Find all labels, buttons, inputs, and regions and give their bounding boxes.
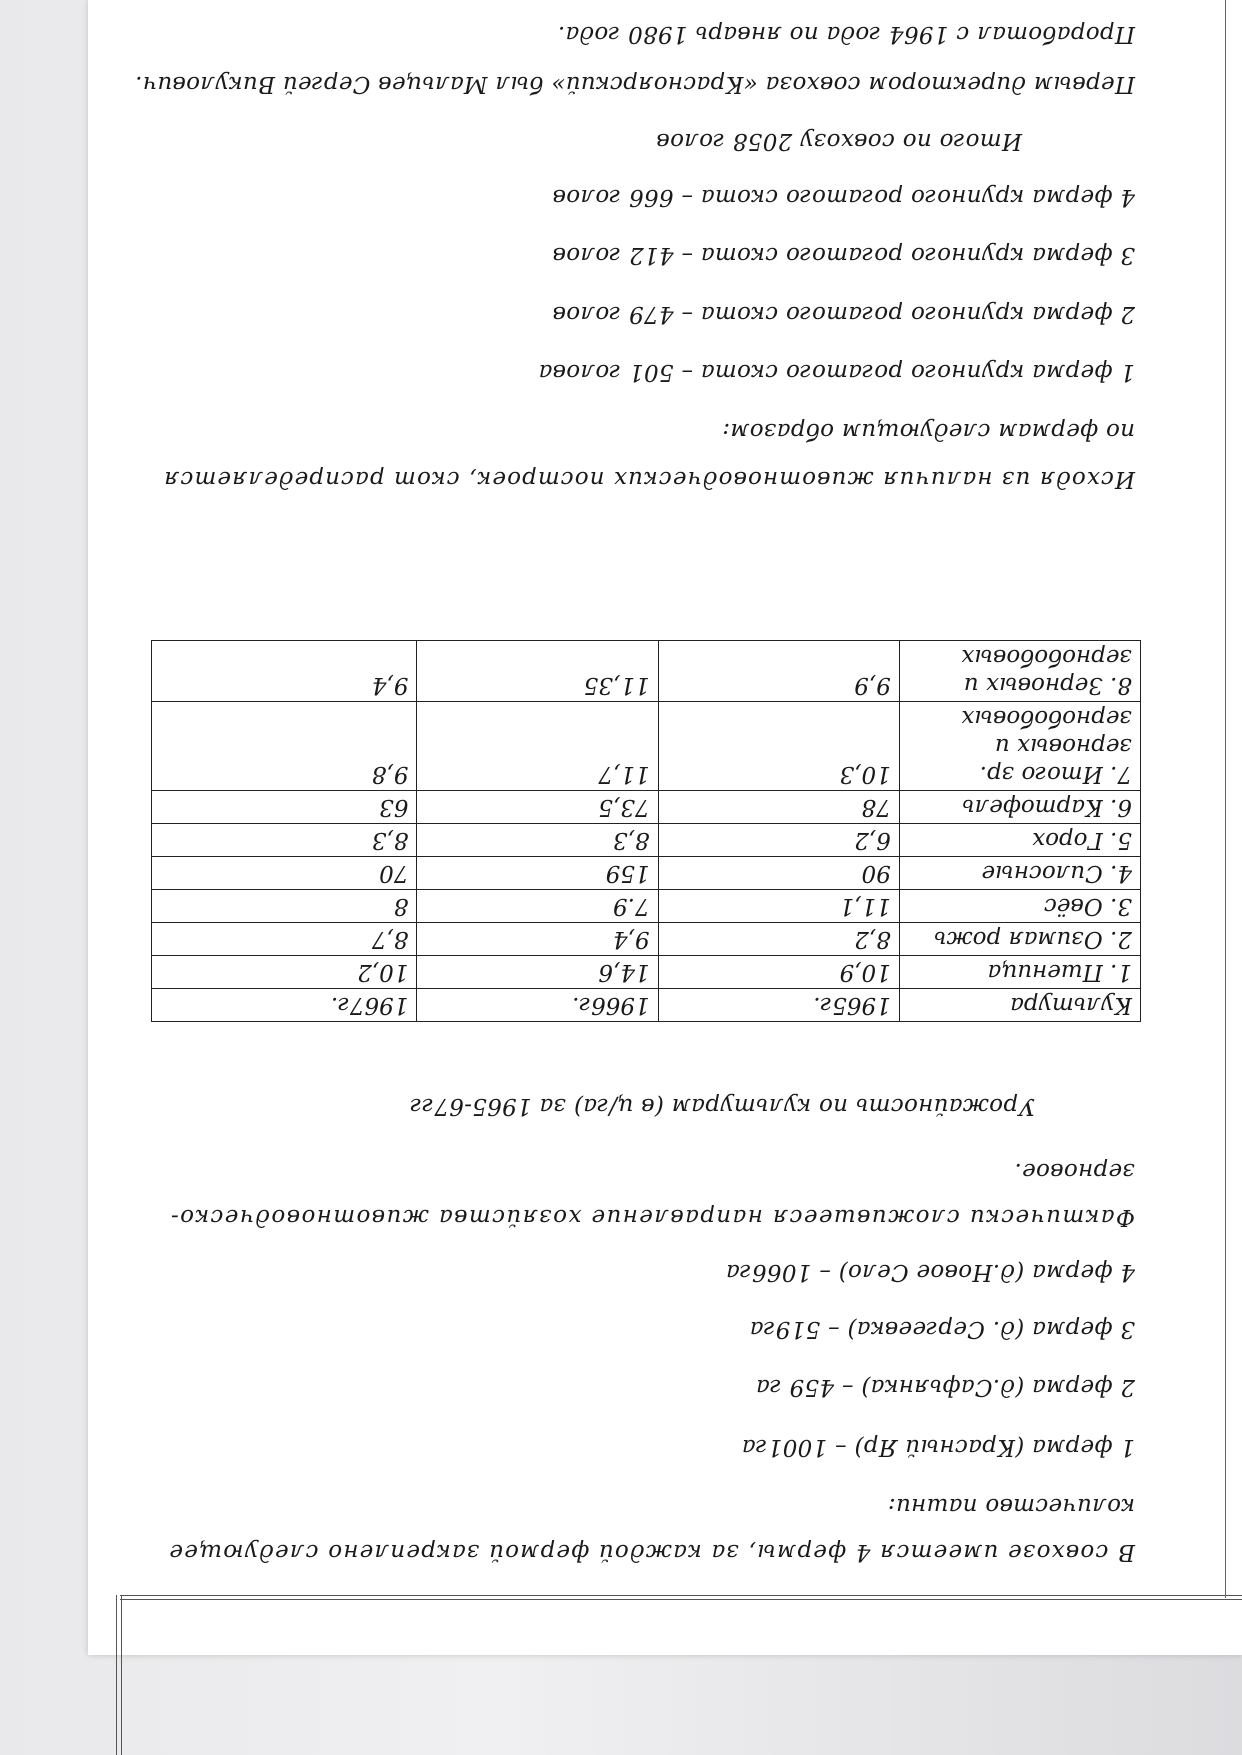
table-row [152,702,1141,791]
table-cell: 63 [152,791,417,824]
table-row [152,923,1141,956]
page-frame-side [1225,0,1226,1598]
table-cell: 10,2 [152,956,417,989]
table-cell: 11,35 [417,641,658,702]
livestock-intro-line-1: Исходя из наличия животноводческих построек, скот распределяется [163,466,1135,492]
table-cell: 8,2 [658,923,899,956]
table-cell: 7.9 [417,890,658,923]
table-cell: 10,9 [658,956,899,989]
direction-line-1: Фактически сложившееся направление хозяйства животноводческо- [169,1204,1135,1230]
table-row [152,857,1141,890]
farm-land-item: 1 ферма (Красный Яр) – 1001га [741,1434,1135,1460]
table-header-cell: 1967г. [152,989,417,1022]
table-cell: 8,3 [152,824,417,857]
farm-land-item: 4 ферма (д.Новое Село) – 1066га [725,1259,1135,1285]
table-header-cell: 1965г. [658,989,899,1022]
intro-line-2: количество пашни: [887,1493,1135,1519]
table-cell: 6,2 [658,824,899,857]
table-cell: 9,8 [152,702,417,791]
livestock-item: 3 ферма крупного рогатого скота – 412 голов [552,242,1135,268]
table-header-cell: 1966г. [417,989,658,1022]
direction-line-2: зерновое. [1014,1158,1135,1184]
table-cell: 1. Пшеница [899,956,1140,989]
farm-land-item: 3 ферма (д. Сергеевка) – 519га [749,1316,1135,1342]
livestock-item: 2 ферма крупного рогатого скота – 479 голов [552,301,1135,327]
table-cell: 10,3 [658,702,899,791]
table-cell: 70 [152,857,417,890]
table-cell: 5. Горох [899,824,1140,857]
table-row [152,791,1141,824]
table-cell: 11,7 [417,702,658,791]
director-line-1: Первым директором совхоза «Красноярский» был Мальцев Сергей Викулович. [134,71,1135,97]
table-cell: 11,1 [658,890,899,923]
table-cell: 2. Озимая рожь [899,923,1140,956]
table-cell: 8,7 [152,923,417,956]
table-cell: 8,3 [417,824,658,857]
table-cell: 78 [658,791,899,824]
page-frame-corner [116,1595,122,1755]
table-cell: 8. Зерновых и зернобобовых [899,641,1140,702]
table-cell: 9,4 [152,641,417,702]
table-cell: 6. Картофель [899,791,1140,824]
yield-table [151,640,1141,1022]
table-cell: 8 [152,890,417,923]
table-header-row [152,989,1141,1022]
table-cell: 9,4 [417,923,658,956]
table-row [152,956,1141,989]
farm-land-item: 2 ферма (д.Сафьянка) – 459 га [755,1374,1135,1400]
intro-line-1: В совхозе имеется 4 фермы, за каждой фермой закреплено следующее [168,1539,1135,1565]
table-cell: 9,9 [658,641,899,702]
livestock-item: 1 ферма крупного рогатого скота – 501 голова [538,359,1135,385]
livestock-item: 4 ферма крупного рогатого скота – 666 голов [552,184,1135,210]
livestock-total: Итого по совхозу 2058 голов [656,128,1022,154]
table-cell: 73,5 [417,791,658,824]
table-row [152,890,1141,923]
table-cell: 4. Силосные [899,857,1140,890]
table-header-cell: Культура [899,989,1140,1022]
table-cell: 7. Итого зр. зерновых и зернобобовых [899,702,1140,791]
table-row [152,824,1141,857]
director-line-2: Проработал с 1964 года по январь 1980 года. [557,21,1135,47]
page-frame-border [120,1595,1242,1600]
livestock-intro-line-2: по фермам следующим образом: [722,418,1135,444]
table-cell: 14,6 [417,956,658,989]
table-cell: 3. Овёс [899,890,1140,923]
table-title: Урожайность по культурам (в ц/га) за 1965-67гг [410,1093,1035,1119]
table-cell: 90 [658,857,899,890]
table-cell: 159 [417,857,658,890]
table-row [152,641,1141,702]
